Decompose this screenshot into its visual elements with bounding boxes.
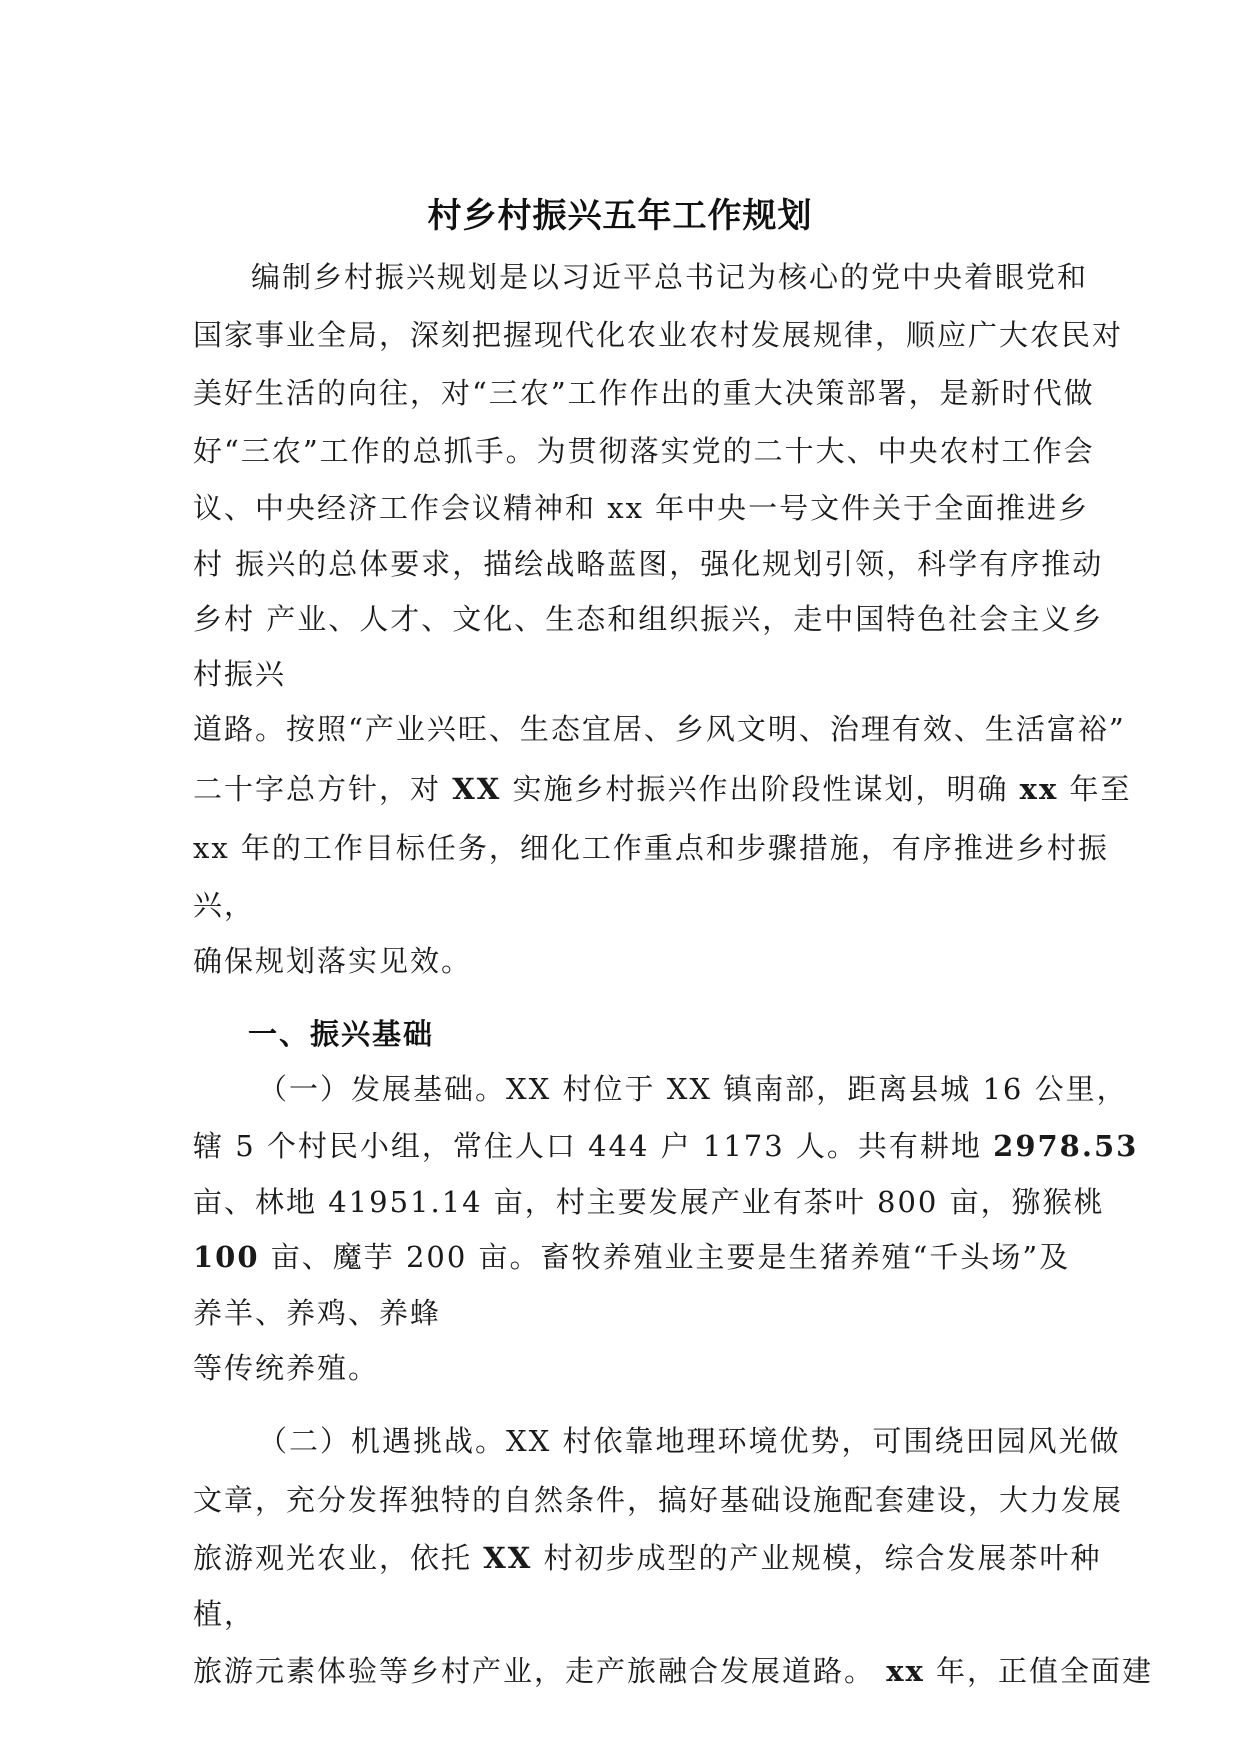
intro-line: 编制乡村振兴规划是以习近平总书记为核心的党中央着眼党和	[251, 260, 1089, 294]
intro-line: 村 振兴的总体要求，描绘战略蓝图，强化规划引领，科学有序推动	[193, 547, 1104, 581]
document-title: 村乡村振兴五年工作规划	[427, 196, 813, 236]
text-run: 2978.53	[993, 1129, 1139, 1163]
intro-line	[193, 772, 1131, 806]
text-run: 镇南部，距离县城 16 公里，	[712, 1072, 1128, 1106]
intro-line: 道路。按照“产业兴旺、生态宜居、乡风文明、治理有效、生活富裕”	[193, 712, 1126, 746]
paragraph-line: 亩、林地 41951.14 亩，村主要发展产业有茶叶 800 亩，猕猴桃	[193, 1185, 1105, 1219]
paragraph-line: 等传统养殖。	[193, 1351, 380, 1385]
intro-line: 好“三农”工作的总抓手。为贯彻落实党的二十大、中央农村工作会	[193, 434, 1095, 468]
text-run: 旅游元素体验等乡村产业，走产旅融合发展道路。	[193, 1654, 887, 1688]
intro-line: 乡村 产业、人才、文化、生态和组织振兴，走中国特色社会主义乡	[193, 602, 1104, 636]
intro-line: xx 年的工作目标任务，细化工作重点和步骤措施，有序推进乡村振	[193, 831, 1109, 865]
text-run: 村位于	[551, 1072, 667, 1106]
paragraph-line	[193, 1240, 1070, 1274]
text-run: 年，正值全面建	[924, 1654, 1154, 1688]
text-run: XX	[666, 1072, 713, 1106]
text-run: 实施乡村振兴作出阶段性谋划，明确	[501, 772, 1020, 806]
text-run: XX	[483, 1541, 533, 1575]
intro-line: 村振兴	[193, 657, 287, 691]
text-run: XX	[452, 772, 502, 806]
text-run: XX	[506, 1072, 552, 1106]
intro-line: 确保规划落实见效。	[193, 944, 473, 978]
text-run: 村初步成型的产业规模，综合发展茶叶种	[532, 1541, 1102, 1575]
paragraph-line: （二）机遇挑战。XX 村依靠地理环境优势，可围绕田园风光做	[258, 1424, 1121, 1458]
text-run: 二十字总方针，对	[193, 772, 453, 806]
paragraph-line	[258, 1072, 1128, 1106]
text-run: 亩、魔芋 200 亩。畜牧养殖业主要是生猪养殖“千头场”及	[259, 1240, 1071, 1274]
paragraph-line: 文章，充分发挥独特的自然条件，搞好基础设施配套建设，大力发展	[193, 1483, 1124, 1517]
intro-line: 国家事业全局，深刻把握现代化农业农村发展规律，顺应广大农民对	[193, 318, 1124, 352]
text-run: 年至	[1058, 772, 1132, 806]
paragraph-line: 植，	[193, 1597, 256, 1631]
text-run: 辖 5 个村民小组，常住人口 444 户 1173 人。共有耕地	[193, 1129, 994, 1163]
paragraph-line	[193, 1129, 1138, 1163]
paragraph-line	[193, 1541, 1101, 1575]
paragraph-line	[193, 1654, 1153, 1688]
intro-line: 兴，	[193, 888, 256, 922]
text-run: 100	[193, 1240, 260, 1274]
intro-line: 美好生活的向往，对“三农”工作作出的重大决策部署，是新时代做	[193, 376, 1095, 410]
text-run: xx	[1019, 772, 1059, 806]
text-run: xx	[886, 1654, 925, 1688]
section-heading: 一、振兴基础	[248, 1017, 435, 1051]
paragraph-line: 养羊、养鸡、养蜂	[193, 1296, 442, 1330]
text-run: （一）发展基础。	[258, 1072, 507, 1106]
text-run: 旅游观光农业，依托	[193, 1541, 484, 1575]
intro-line: 议、中央经济工作会议精神和 xx 年中央一号文件关于全面推进乡	[193, 491, 1090, 525]
